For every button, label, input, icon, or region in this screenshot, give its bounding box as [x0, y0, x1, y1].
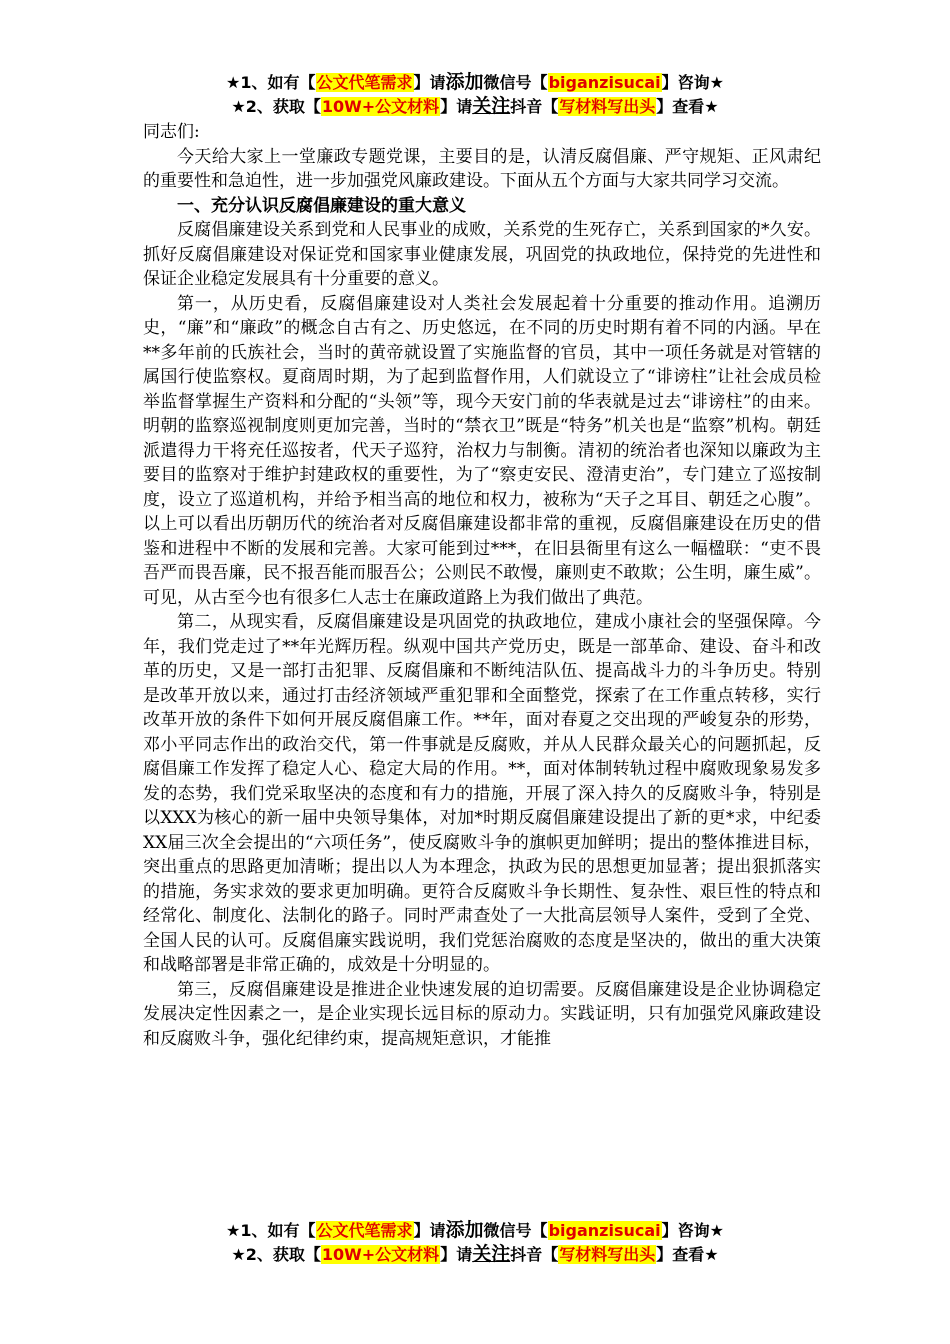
banner-line-2: ★2、获取【10W+公文材料】请关注抖音【写材料写出头】查看★: [231, 1243, 719, 1265]
wechat-id-highlight: biganzisucai: [548, 73, 661, 92]
materials-highlight: 10W+公文材料: [321, 1245, 440, 1264]
paragraph-intro: 今天给大家上一堂廉政专题党课，主要目的是，认清反腐倡廉、严守规矩、正风肃纪的重要性和急迫性，进一步加强党风廉政建设。下面从五个方面与大家共同学习交流。: [143, 146, 821, 191]
bottom-banner: [0, 1218, 950, 1266]
paragraph-significance: 反腐倡廉建设关系到党和人民事业的成败，关系党的生死存亡，关系到国家的*久安。抓好反腐倡廉建设对保证党和国家事业健康发展，巩固党的执政地位，保持党的先进性和保证企业稳定发展具有十分重要的意义。: [143, 220, 821, 289]
ghostwriting-highlight: 公文代笔需求: [316, 1221, 413, 1240]
paragraph-reality: 第二，从现实看，反腐倡廉建设是巩固党的执政地位，建成小康社会的坚强保障。今年，我们党走过了**年光辉历程。纵观中国共产党历史，既是一部革命、建设、奋斗和改革的历史，又是一部打击犯罪、反腐倡廉和不断纯洁队伍、提高战斗力的斗争历史。特别是改革开放以来，通过打击经济领域严重犯罪和全面整党，探索了在工作重点转移，实行改革开放的条件下如何开展反腐倡廉工作。**年，面对春夏之交出现的严峻复杂的形势，邓小平同志作出的政治交代，第一件事就是反腐败，并从人民群众最关心的问题抓起，反腐倡廉工作发挥了稳定人心、稳定大局的作用。**，面对体制转轨过程中腐败现象易发多发的态势，我们党采取坚决的态度和有力的措施，开展了深入持久的反腐败斗争，特别是以XXX为核心的新一届中央领导集体，对加*时期反腐倡廉建设提出了新的更*求，中纪委XX届三次全会提出的“六项任务”，使反腐败斗争的旗帜更加鲜明；提出的整体推进目标，突出重点的思路更加清晰；提出以人为本理念，执政为民的思想更加显著；提出狠抓落实的措施，务实求效的要求更加明确。更符合反腐败斗争长期性、复杂性、艰巨性的特点和经常化、制度化、法制化的路子。同时严肃查处了一大批高层领导人案件，受到了全党、全国人民的认可。反腐倡廉实践说明，我们党惩治腐败的态度是坚决的，做出的重大决策和战略部署是非常正确的，成效是十分明显的。: [143, 612, 821, 975]
paragraph-enterprise: 第三，反腐倡廉建设是推进企业快速发展的迫切需要。反腐倡廉建设是企业协调稳定发展决定性因素之一，是企业实现长远目标的原动力。实践证明，只有加强党风廉政建设和反腐败斗争，强化纪律约束，提高规矩意识，才能推: [143, 979, 821, 1049]
banner-line-2: ★2、获取【10W+公文材料】请关注抖音【写材料写出头】查看★: [231, 95, 719, 117]
douyin-highlight: 写材料写出头: [559, 1245, 656, 1264]
document-body: [143, 120, 821, 1051]
banner-line-1: ★1、如有【公文代笔需求】请添加微信号【biganzisucai】咨询★: [226, 1219, 724, 1241]
salutation: 同志们:: [143, 122, 200, 142]
paragraph-history: 第一，从历史看，反腐倡廉建设对人类社会发展起着十分重要的推动作用。追溯历史，“廉”和“廉政”的概念自古有之、历史悠远，在不同的历史时期有着不同的内涵。早在**多年前的氏族社会，当时的黄帝就设置了实施监督的官员，其中一项任务就是对管辖的属国行使监察权。夏商周时期，为了起到监督作用，人们就设立了“诽谤柱”让社会成员检举监督掌握生产资料和分配的“头领”等，现今天安门前的华表就是过去“诽谤柱”的由来。明朝的监察巡视制度则更加完善，当时的“禁衣卫”既是“特务”机关也是“监察”机构。朝廷派遣得力干将充任巡按者，代天子巡狩，治权力与制衡。清初的统治者也深知以廉政为主要目的监察对于维护封建政权的重要性，为了“察吏安民、澄清吏治”，专门建立了巡按制度，设立了巡道机构，并给予相当高的地位和权力，被称为“天子之耳目、朝廷之心腹”。以上可以看出历朝历代的统治者对反腐倡廉建设都非常的重视，反腐倡廉建设在历史的借鉴和进程中不断的发展和完善。大家可能到过***，在旧县衙里有这么一幅楹联：“吏不畏吾严而畏吾廉，民不报吾能而服吾公；公则民不敢慢，廉则吏不敢欺；公生明，廉生威”。可见，从古至今也有很多仁人志士在廉政道路上为我们做出了典范。: [143, 293, 821, 608]
douyin-highlight: 写材料写出头: [559, 97, 656, 116]
wechat-id-highlight: biganzisucai: [548, 1221, 661, 1240]
top-banner: [0, 70, 950, 118]
materials-highlight: 10W+公文材料: [321, 97, 440, 116]
section-heading: 一、充分认识反腐倡廉建设的重大意义: [177, 195, 466, 216]
ghostwriting-highlight: 公文代笔需求: [316, 73, 413, 92]
banner-line-1: ★1、如有【公文代笔需求】请添加微信号【biganzisucai】咨询★: [226, 71, 724, 93]
